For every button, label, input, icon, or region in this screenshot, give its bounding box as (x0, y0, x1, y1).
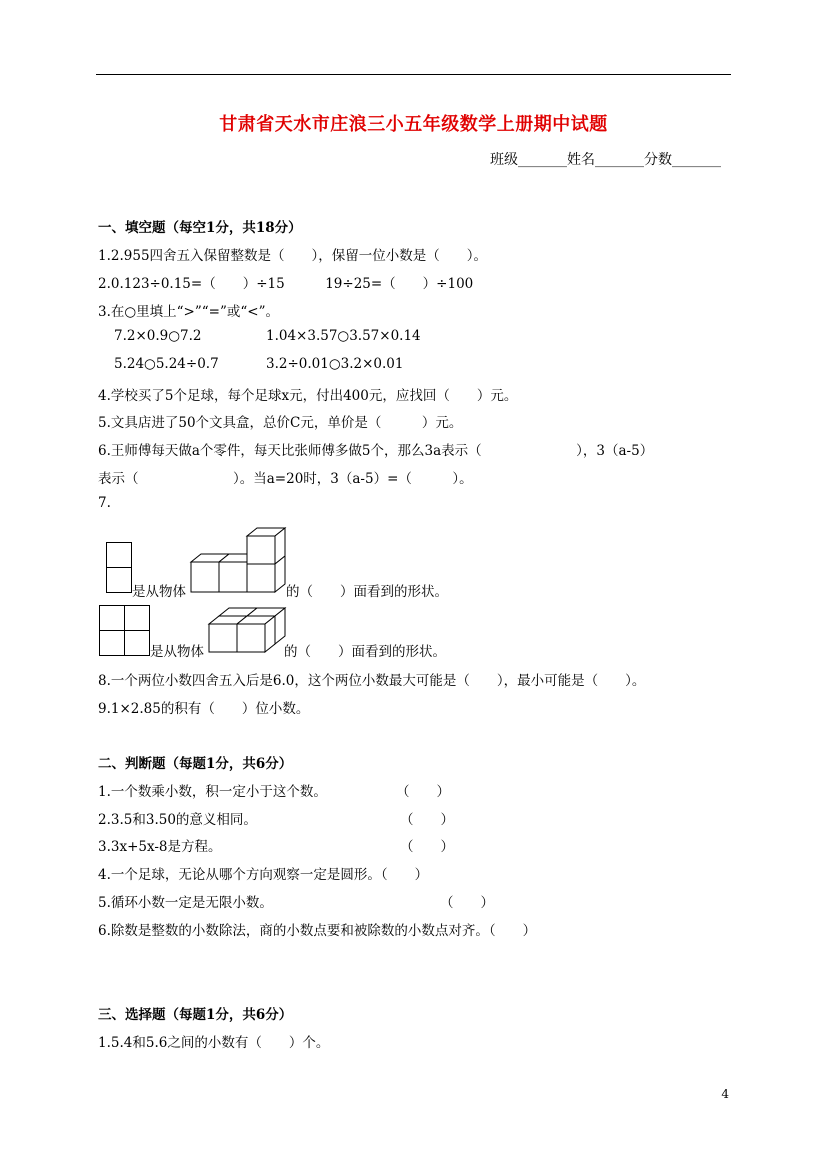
object-figure-a (188, 524, 288, 596)
object-figure-b (205, 604, 285, 660)
header-rule (96, 74, 731, 75)
question-1-3: 3.在○里填上“>”“=”或“<”。 (98, 304, 280, 320)
page-title: 甘肃省天水市庄浪三小五年级数学上册期中试题 (219, 114, 608, 135)
question-1-3c: 5.24○5.24÷0.7 (114, 356, 219, 372)
question-2-6: 6.除数是整数的小数除法，商的小数点要和被除数的小数点对齐。（ ） (98, 923, 537, 939)
question-1-6-line2: 表示（ ）。当a=20时，3（a-5）=（ ）。 (98, 471, 473, 487)
question-1-3b: 1.04×3.57○3.57×0.14 (266, 328, 421, 344)
question-1-4: 4.学校买了5个足球，每个足球x元，付出400元，应找回（ ）元。 (98, 388, 518, 404)
question-2-2: 2.3.5和3.50的意义相同。 (98, 812, 257, 828)
question-1-7: 7. (98, 495, 111, 511)
question-3-1: 1.5.4和5.6之间的小数有（ ）个。 (98, 1035, 330, 1051)
question-2-5-parens: （ ） (440, 895, 494, 911)
question-2-3: 3.3x+5x-8是方程。 (98, 839, 222, 855)
question-1-6-line1: 6.王师傅每天做a个零件，每天比张师傅多做5个，那么3a表示（ ），3（a-5） (98, 443, 654, 459)
question-1-7a-text2: 的（ ）面看到的形状。 (286, 584, 448, 600)
question-1-7b-text1: 是从物体 (150, 644, 204, 660)
question-1-8: 8.一个两位小数四舍五入后是6.0，这个两位小数最大可能是（ ），最小可能是（ ）。 (98, 673, 646, 689)
question-1-7b-text2: 的（ ）面看到的形状。 (284, 644, 446, 660)
question-1-3a: 7.2×0.9○7.2 (114, 328, 202, 344)
question-2-2-parens: （ ） (400, 812, 454, 828)
question-2-4: 4.一个足球，无论从哪个方向观察一定是圆形。（ ） (98, 867, 429, 883)
section2-heading: 二、判断题（每题1分，共6分） (98, 756, 293, 772)
section3-heading: 三、选择题（每题1分，共6分） (98, 1007, 293, 1023)
question-1-5: 5.文具店进了50个文具盒，总价C元，单价是（ ）元。 (98, 415, 463, 431)
question-2-5: 5.循环小数一定是无限小数。 (98, 895, 273, 911)
question-1-7a-text1: 是从物体 (132, 584, 186, 600)
question-1-2: 2.0.123÷0.15=（ ）÷15 19÷25=（ ）÷100 (98, 276, 474, 292)
question-2-3-parens: （ ） (400, 839, 454, 855)
student-info-line: 班级_______姓名_______分数_______ (490, 152, 721, 168)
question-1-1: 1.2.955四舍五入保留整数是（ ），保留一位小数是（ ）。 (98, 248, 488, 264)
question-2-1: 1.一个数乘小数，积一定小于这个数。 (98, 784, 327, 800)
page-number: 4 (721, 1087, 729, 1101)
question-1-9: 9.1×2.85的积有（ ）位小数。 (98, 701, 310, 717)
question-1-3d: 3.2÷0.01○3.2×0.01 (266, 356, 404, 372)
question-2-1-parens: （ ） (396, 784, 450, 800)
section1-heading: 一、填空题（每空1分，共18分） (98, 220, 302, 236)
